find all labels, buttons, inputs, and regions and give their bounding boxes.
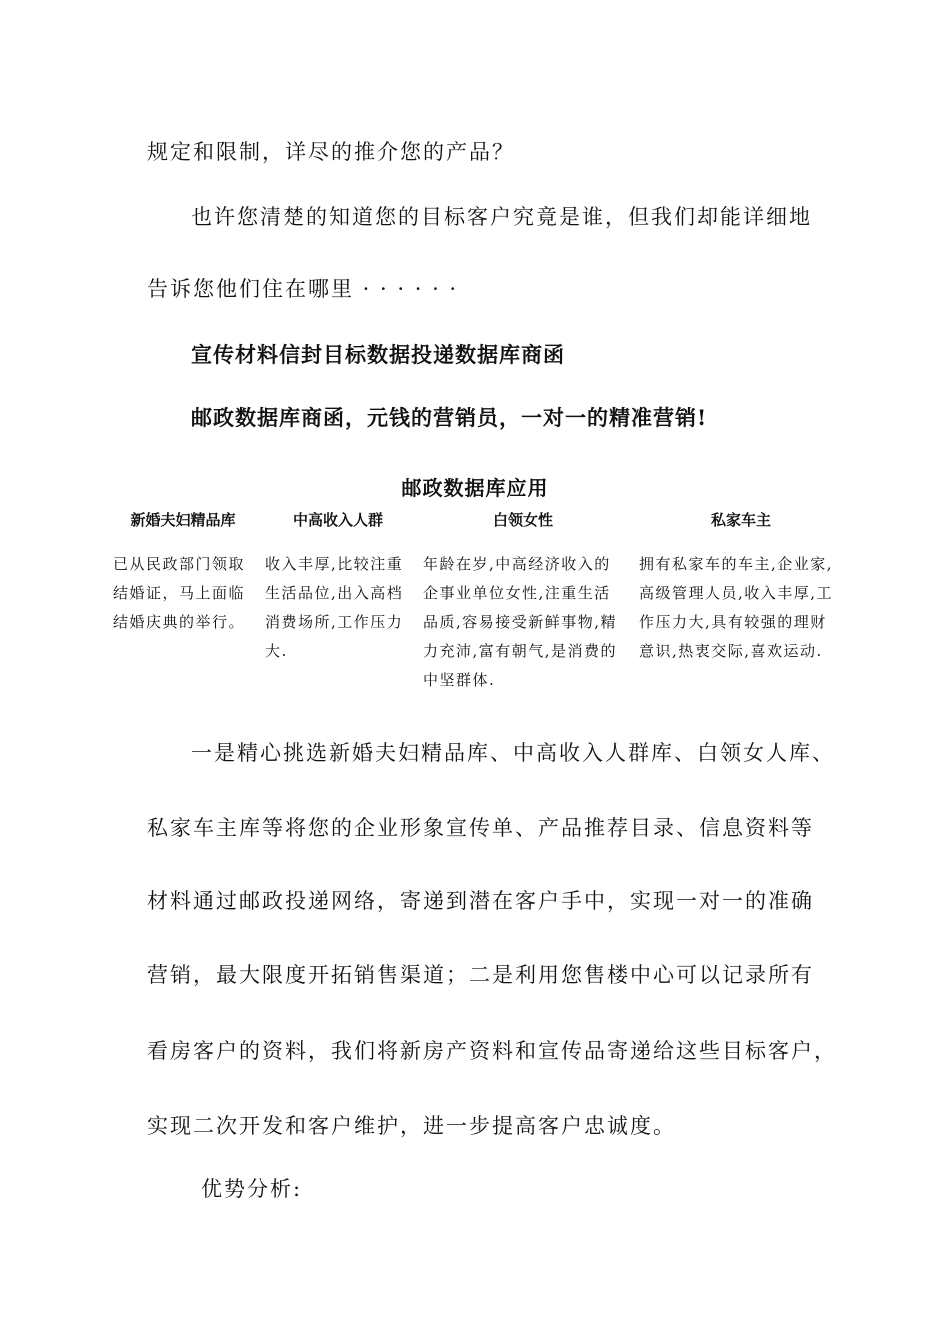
slogan-heading: 邮政数据库商函，元钱的营销员，一对一的精准营销!	[191, 405, 708, 430]
table-column-newlywed	[113, 510, 253, 637]
table-header: 私家车主	[710, 511, 771, 529]
table-header: 白领女性	[492, 511, 553, 529]
table-title: 邮政数据库应用	[401, 476, 549, 500]
paragraph-line: 看房客户的资料，我们将新房产资料和宣传品寄递给这些目标客户，	[147, 1039, 837, 1063]
advantage-heading: 优势分析:	[201, 1177, 303, 1201]
materials-heading: 宣传材料信封目标数据投递数据库商函	[191, 342, 565, 367]
intro-line-1: 规定和限制，详尽的推介您的产品？	[147, 140, 515, 164]
table-header: 新婚夫妇精品库	[130, 511, 236, 529]
intro-line-2: 也许您清楚的知道您的目标客户究竟是谁，但我们却能详细地	[191, 205, 812, 229]
table-cell: 年龄在岁,中高经济收入的企事业单位女性,注重生活品质,容易接受新鲜事物,精力充沛,富有朝气,是消费的中坚群体.	[423, 555, 618, 689]
table-cell: 收入丰厚,比较注重生活品位,出入高档消费场所,工作压力大.	[265, 555, 404, 660]
table-column-car-owners	[639, 510, 843, 666]
table-column-white-collar-women	[423, 510, 623, 695]
paragraph-line: 材料通过邮政投递网络，寄递到潜在客户手中，实现一对一的准确	[147, 889, 814, 913]
paragraph-line: 一是精心挑选新婚夫妇精品库、中高收入人群库、白领女人库、	[191, 741, 835, 765]
table-cell: 拥有私家车的车主,企业家,高级管理人员,收入丰厚,工作压力大,具有较强的理财意识,热衷交际,喜欢运动.	[639, 555, 834, 660]
paragraph-line: 私家车主库等将您的企业形象宣传单、产品推荐目录、信息资料等	[147, 816, 814, 840]
paragraph-line: 实现二次开发和客户维护，进一步提高客户忠诚度。	[147, 1114, 676, 1138]
intro-line-3: 告诉您他们住在哪里 · · · · · ·	[147, 277, 459, 301]
table-header: 中高收入人群	[292, 511, 383, 529]
paragraph-line: 营销，最大限度开拓销售渠道；二是利用您售楼中心可以记录所有	[147, 963, 814, 987]
table-cell: 已从民政部门领取结婚证，马上面临结婚庆典的举行。	[113, 555, 246, 631]
table-column-high-income	[265, 510, 411, 666]
